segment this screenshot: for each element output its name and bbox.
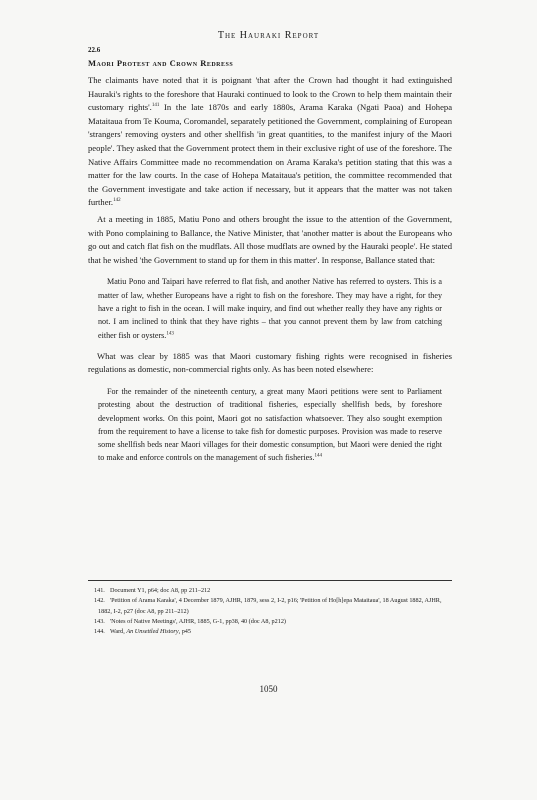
page-number: 1050 xyxy=(259,684,278,694)
running-head: The Hauraki Report xyxy=(217,30,320,41)
footnote-ref-141[interactable]: 141 xyxy=(151,103,160,109)
body-text xyxy=(88,74,452,473)
block-quote-1: Matiu Pono and Taipari have referred to flat fish, and another Native has referred to oysters. This is a matter of law, whether Europeans have a right to fish on the foreshore. They may have a right, for they have a right to fish in the ocean. I will make inquiry, and find out whether really they have any rights or not. I am inclined to think that they have rights – that you cannot prevent them by law from catching either fish or oysters.$^{143}$ xyxy=(98,277,442,340)
footnote-141: 141. Document Y1, p64; doc A8, pp 211–212 xyxy=(94,587,211,594)
footnotes xyxy=(88,586,452,637)
footnote-143: 143. 'Notes of Native Meetings', AJHR, 1885, G-1, pp38, 40 (doc A8, p212) xyxy=(94,617,286,625)
footnote-divider xyxy=(88,580,452,581)
section-title: Maori Protest and Crown Redress xyxy=(88,58,234,68)
footnote-ref-142[interactable]: 142 xyxy=(113,198,121,204)
footnote-ref-144[interactable]: 144 xyxy=(314,453,322,459)
footnote-ref-143[interactable]: 143 xyxy=(166,330,174,336)
footnote-144: 144. Ward, An Unsettled History, p45 xyxy=(94,628,191,636)
paragraph-3: What was clear by 1885 was that Maori customary fishing rights were recognised in fisheries regulations as domestic, non-commercial rights only. As has been noted elsewhere: xyxy=(88,350,452,375)
paragraph-1: The claimants have noted that it is poignant 'that after the Crown had thought it had extinguished Hauraki's rights to the foreshore that Hauraki continued to look to the Crown to help them maintain their customary rights'.$^{141}$ In the late 1870s and early 1880s, Arama Karaka (Ngati Paoa) and Hohepa Mataitaua from Te Kouma, Coromandel, separately petitioned the Government, complaining of European 'strangers' removing oysters and other shellfish 'in great quantities, to the manifest injury of the Maori people'. They asked that the Government protect them in their exclusive right of use of the foreshore. The Native Affairs Committee made no recommendation on Arama Karaka's petition stating that this was a matter for the law courts. In the case of Hohepa Mataitaua's petition, the committee recommended that the Government investigate and take action if necessary, but it appears that the matter was not taken further.$^{142}$ xyxy=(88,75,453,208)
section-number: 22.6 xyxy=(88,46,101,54)
paragraph-2: At a meeting in 1885, Matiu Pono and others brought the issue to the attention of the Government, with Pono complaining to Ballance, the Native Minister, that 'another matter is about the Europeans who go out and catch flat fish on the mudflats. All those mudflats are owned by the Hauraki people'. He stated that he wished 'the Government to stand up for them in this matter'. In response, Ballance stated that: xyxy=(88,213,452,265)
footnote-142: 142. 'Petition of Arama Karaka', 4 December 1879, AJHR, 1879, sess 2, I-2, p16; 'Petition of Ho[h]epa Mataitaua', 18 August 1882, AJHR, 1882, I-2, p27 (doc A8, pp 211–212) xyxy=(94,597,442,615)
block-quote-2: For the remainder of the nineteenth century, a great many Maori petitions were sent to Parliament protesting about the destruction of traditional fisheries, especially shellfish beds, by foreshore development works. On this point, Maori got no satisfaction whatsoever. They also sought exemption from the requirement to have a license to take fish for domestic purposes. Provision was made to reserve some shellfish beds near Maori villages for their domestic consumption, but Maori were denied the right to make and enforce controls on the management of such fisheries.$^{144}$ xyxy=(98,386,442,463)
